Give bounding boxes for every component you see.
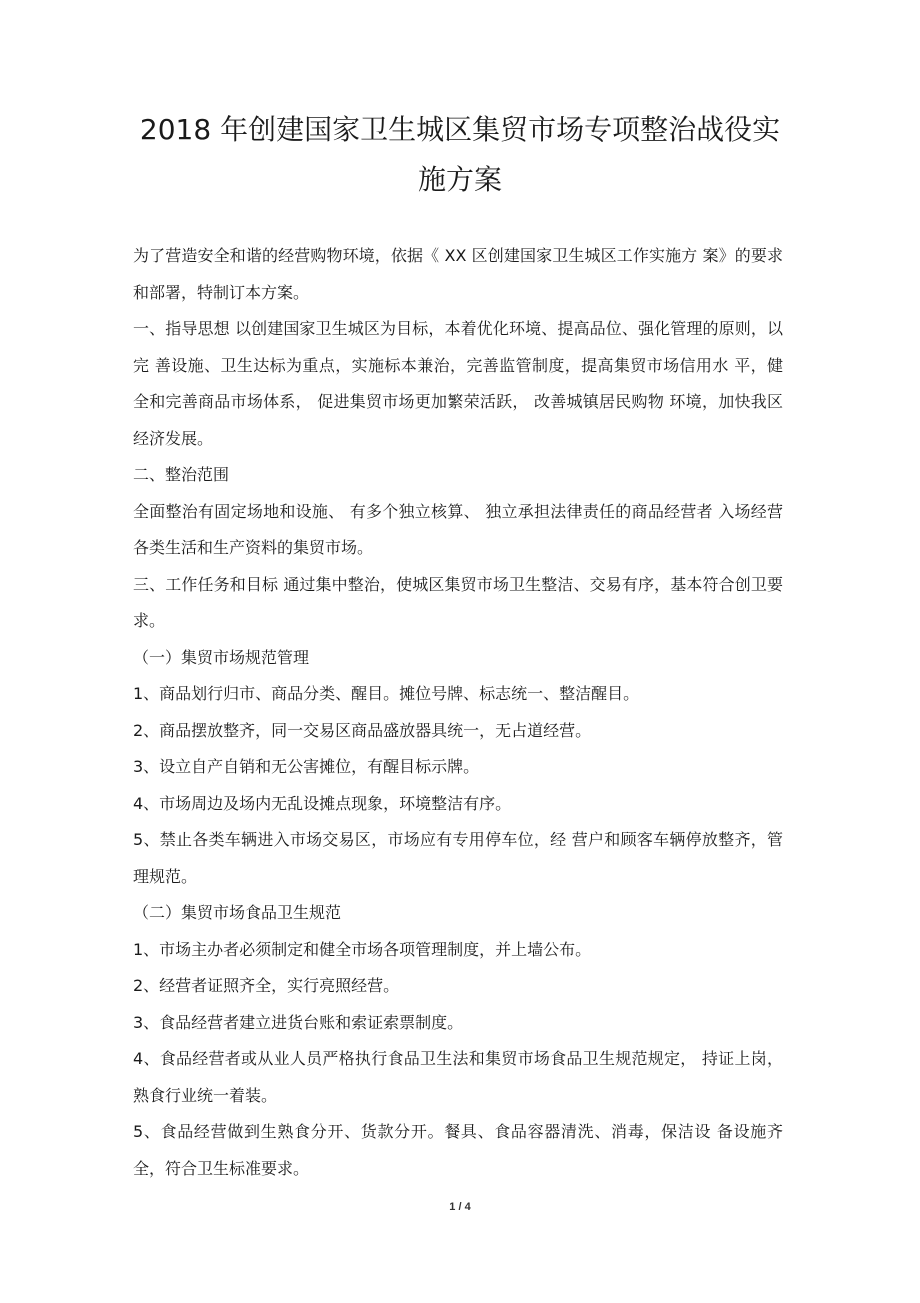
document-title xyxy=(100,105,820,205)
scope-paragraph: 全面整治有固定场地和设施、 有多个独立核算、 独立承担法律责任的商品经营者 入场经营各类生活和生产资料的集贸市场。 xyxy=(133,501,783,557)
intro-paragraph: 为了营造安全和谐的经营购物环境，依据《 XX 区创建国家卫生城区工作实施方 案》的要求和部署，特制订本方案。 xyxy=(133,246,783,302)
section-heading-scope: 二、整治范围 xyxy=(133,465,230,484)
list-item: 5、食品经营做到生熟食分开、货款分开。餐具、食品容器清洗、消毒，保洁设 备设施齐全，符合卫生标准要求。 xyxy=(133,1122,783,1178)
list-item: 4、食品经营者或从业人员严格执行食品卫生法和集贸市场食品卫生规范规定， 持证上岗，熟食行业统一着装。 xyxy=(133,1049,783,1105)
subsection-heading-market-management: （一）集贸市场规范管理 xyxy=(133,647,310,667)
list-item: 3、食品经营者建立进货台账和索证索票制度。 xyxy=(133,1012,464,1032)
list-item: 2、商品摆放整齐，同一交易区商品盛放器具统一，无占道经营。 xyxy=(133,720,592,740)
list-item: 2、经营者证照齐全，实行亮照经营。 xyxy=(133,976,400,995)
list-item: 1、商品划行归市、商品分类、醒目。摊位号牌、标志统一、整洁醒目。 xyxy=(133,684,640,703)
document-body xyxy=(133,238,783,1187)
list-item: 5、禁止各类车辆进入市场交易区，市场应有专用停车位，经 营户和顾客车辆停放整齐，管理规范。 xyxy=(133,830,783,886)
guiding-principle-paragraph: 一、指导思想 以创建国家卫生城区为目标，本着优化环境、提高品位、强化管理的原则，以完 善设施、卫生达标为重点，实施标本兼治，完善监管制度，提高集贸市场信用水 平，健全和完善商品市场体系， 促进集贸市场更加繁荣活跃， 改善城镇居民购物 环境，加快我区经济发展。 xyxy=(133,319,783,448)
title-line-2: 施方案 xyxy=(417,163,502,196)
list-item: 4、市场周边及场内无乱设摊点现象，环境整洁有序。 xyxy=(133,793,512,813)
list-item: 3、设立自产自销和无公害摊位，有醒目标示牌。 xyxy=(133,757,480,776)
subsection-heading-food-hygiene: （二）集贸市场食品卫生规范 xyxy=(133,903,342,922)
title-line-1: 2018 年创建国家卫生城区集贸市场专项整治战役实 xyxy=(139,113,781,146)
page-number: 1 / 4 xyxy=(449,1201,471,1213)
list-item: 1、市场主办者必须制定和健全市场各项管理制度，并上墙公布。 xyxy=(133,939,592,959)
tasks-goals-paragraph: 三、工作任务和目标 通过集中整治，使城区集贸市场卫生整洁、交易有序，基本符合创卫要求。 xyxy=(133,574,783,630)
